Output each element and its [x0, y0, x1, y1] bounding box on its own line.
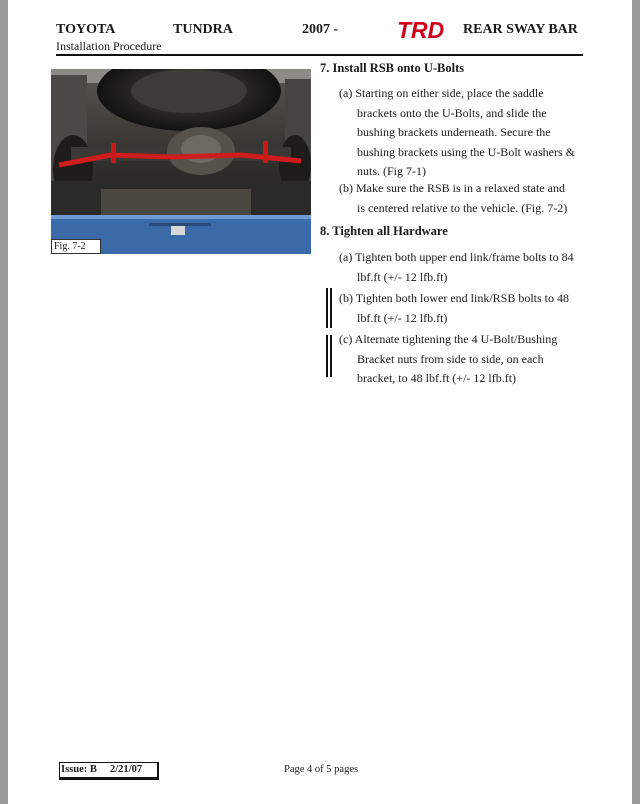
step-7b-line-1: (b) Make sure the RSB is in a relaxed state and	[339, 181, 565, 195]
issue-date: 2/21/07	[110, 764, 143, 775]
step-8c-line-3: bracket, to 48 lbf.ft (+/- 12 lfb.ft)	[357, 371, 517, 385]
step-8-title: 8. Tighten all Hardware	[320, 224, 448, 238]
step-7a-line-1: (a) Starting on either side, place the saddle	[339, 86, 544, 100]
step-8a	[339, 248, 589, 287]
issue-label: Issue: B	[61, 764, 97, 775]
header-model: TUNDRA	[173, 22, 233, 37]
step-7a-line-5: nuts. (Fig 7-1)	[357, 164, 426, 178]
step-8b	[339, 289, 589, 328]
document-page	[8, 0, 632, 804]
header-year: 2007 -	[302, 22, 339, 37]
page-number: Page 4 of 5 pages	[284, 764, 359, 775]
figure-label: Fig. 7-2	[51, 239, 101, 254]
step-7b	[339, 179, 589, 218]
figure-photo	[51, 69, 311, 254]
revision-bar	[326, 335, 328, 377]
step-7a	[339, 84, 589, 182]
step-8a-line-2: lbf.ft (+/- 12 lfb.ft)	[357, 269, 448, 284]
step-8b-line-1: (b) Tighten both lower end link/RSB bolts to 48	[339, 291, 570, 305]
header-make: TOYOTA	[56, 22, 116, 37]
step-7a-line-3: bushing brackets underneath. Secure the	[357, 125, 551, 139]
issue-box	[59, 762, 159, 780]
header-rule	[56, 54, 583, 56]
step-8c	[339, 330, 589, 389]
revision-bar	[330, 288, 332, 328]
revision-bar	[326, 288, 328, 328]
revision-bar	[330, 335, 332, 377]
step-8c-line-2: Bracket nuts from side to side, on each	[357, 351, 544, 366]
step-8b-line-2: lbf.ft (+/- 12 lfb.ft)	[357, 310, 448, 325]
header-part: REAR SWAY BAR	[463, 22, 578, 37]
step-8a-line-1: (a) Tighten both upper end link/frame bolts to 84	[339, 250, 574, 264]
step-7b-line-2: is centered relative to the vehicle. (Fig. 7-2)	[357, 200, 568, 215]
header-subtitle: Installation Procedure	[56, 39, 162, 53]
step-7-title: 7. Install RSB onto U-Bolts	[320, 61, 465, 75]
undercarriage-image	[51, 69, 311, 254]
step-7a-line-4: bushing brackets using the U-Bolt washers &	[357, 144, 575, 159]
step-8c-line-1: (c) Alternate tightening the 4 U-Bolt/Bushing	[339, 332, 558, 346]
trd-logo	[396, 17, 460, 43]
step-7a-line-2: brackets onto the U-Bolts, and slide the	[357, 105, 547, 120]
trd-logo-text: TRD	[397, 17, 445, 43]
